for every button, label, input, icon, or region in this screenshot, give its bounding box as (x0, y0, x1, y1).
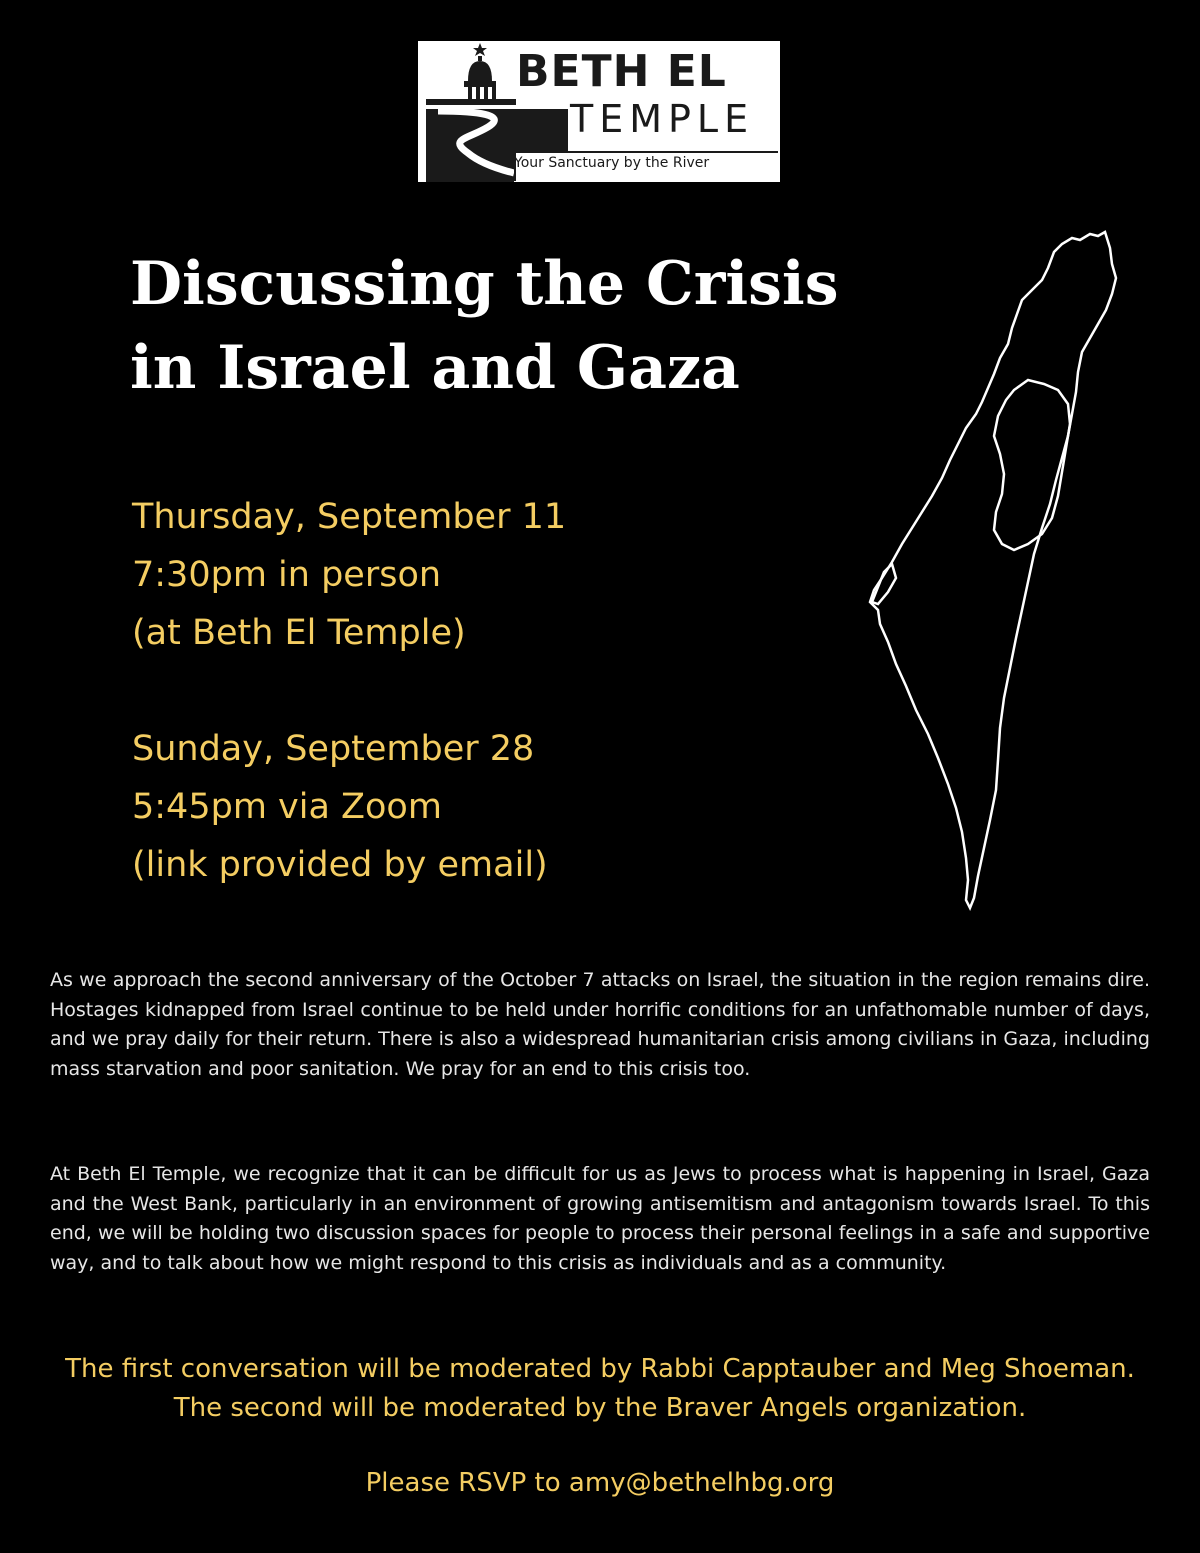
event-thursday (132, 488, 832, 662)
israel-map-outline-icon (862, 228, 1122, 918)
body-paragraph-2: At Beth El Temple, we recognize that it can be difficult for us as Jews to process what is happening in Israel, Gaza and the West Bank, particularly in an environment of growing antisemitism and antagonism towards Israel. To this end, we will be holding two discussion spaces for people to process their personal feelings in a safe and supportive way, and to talk about how we might respond to this crisis as individuals and as a community. (50, 1163, 1150, 1274)
rsvp-note: Please RSVP to amy@bethelhbg.org (365, 1468, 835, 1498)
body-paragraph-1: As we approach the second anniversary of the October 7 attacks on Israel, the situation in the region remains dire. Hostages kidnapped from Israel continue to be held under horrific conditions for an unfathomable number of days, and we pray daily for their return. There is also a widespread humanitarian crisis among civilians in Gaza, including mass starvation and poor sanitation. We pray for an end to this crisis too. (50, 969, 1150, 1080)
event-date: Thursday, September 11 (132, 497, 567, 537)
temple-logo (418, 41, 780, 182)
title-line-1: Discussing the Crisis (130, 249, 839, 319)
logo-subname: TEMPLE (570, 97, 755, 141)
logo-name: BETH EL (516, 46, 727, 97)
title-line-2: in Israel and Gaza (130, 333, 740, 403)
event-date: Sunday, September 28 (132, 729, 535, 769)
event-location: (link provided by email) (132, 845, 548, 885)
logo-tagline: Your Sanctuary by the River (514, 155, 710, 171)
event-time: 7:30pm in person (132, 555, 442, 595)
event-time: 5:45pm via Zoom (132, 787, 442, 827)
event-location: (at Beth El Temple) (132, 613, 466, 653)
event-sunday (132, 720, 832, 894)
moderators-note: The first conversation will be moderated by Rabbi Capptauber and Meg Shoeman. The second will be moderated by the Braver Angels organization. (65, 1354, 1135, 1423)
page-title (130, 242, 930, 410)
